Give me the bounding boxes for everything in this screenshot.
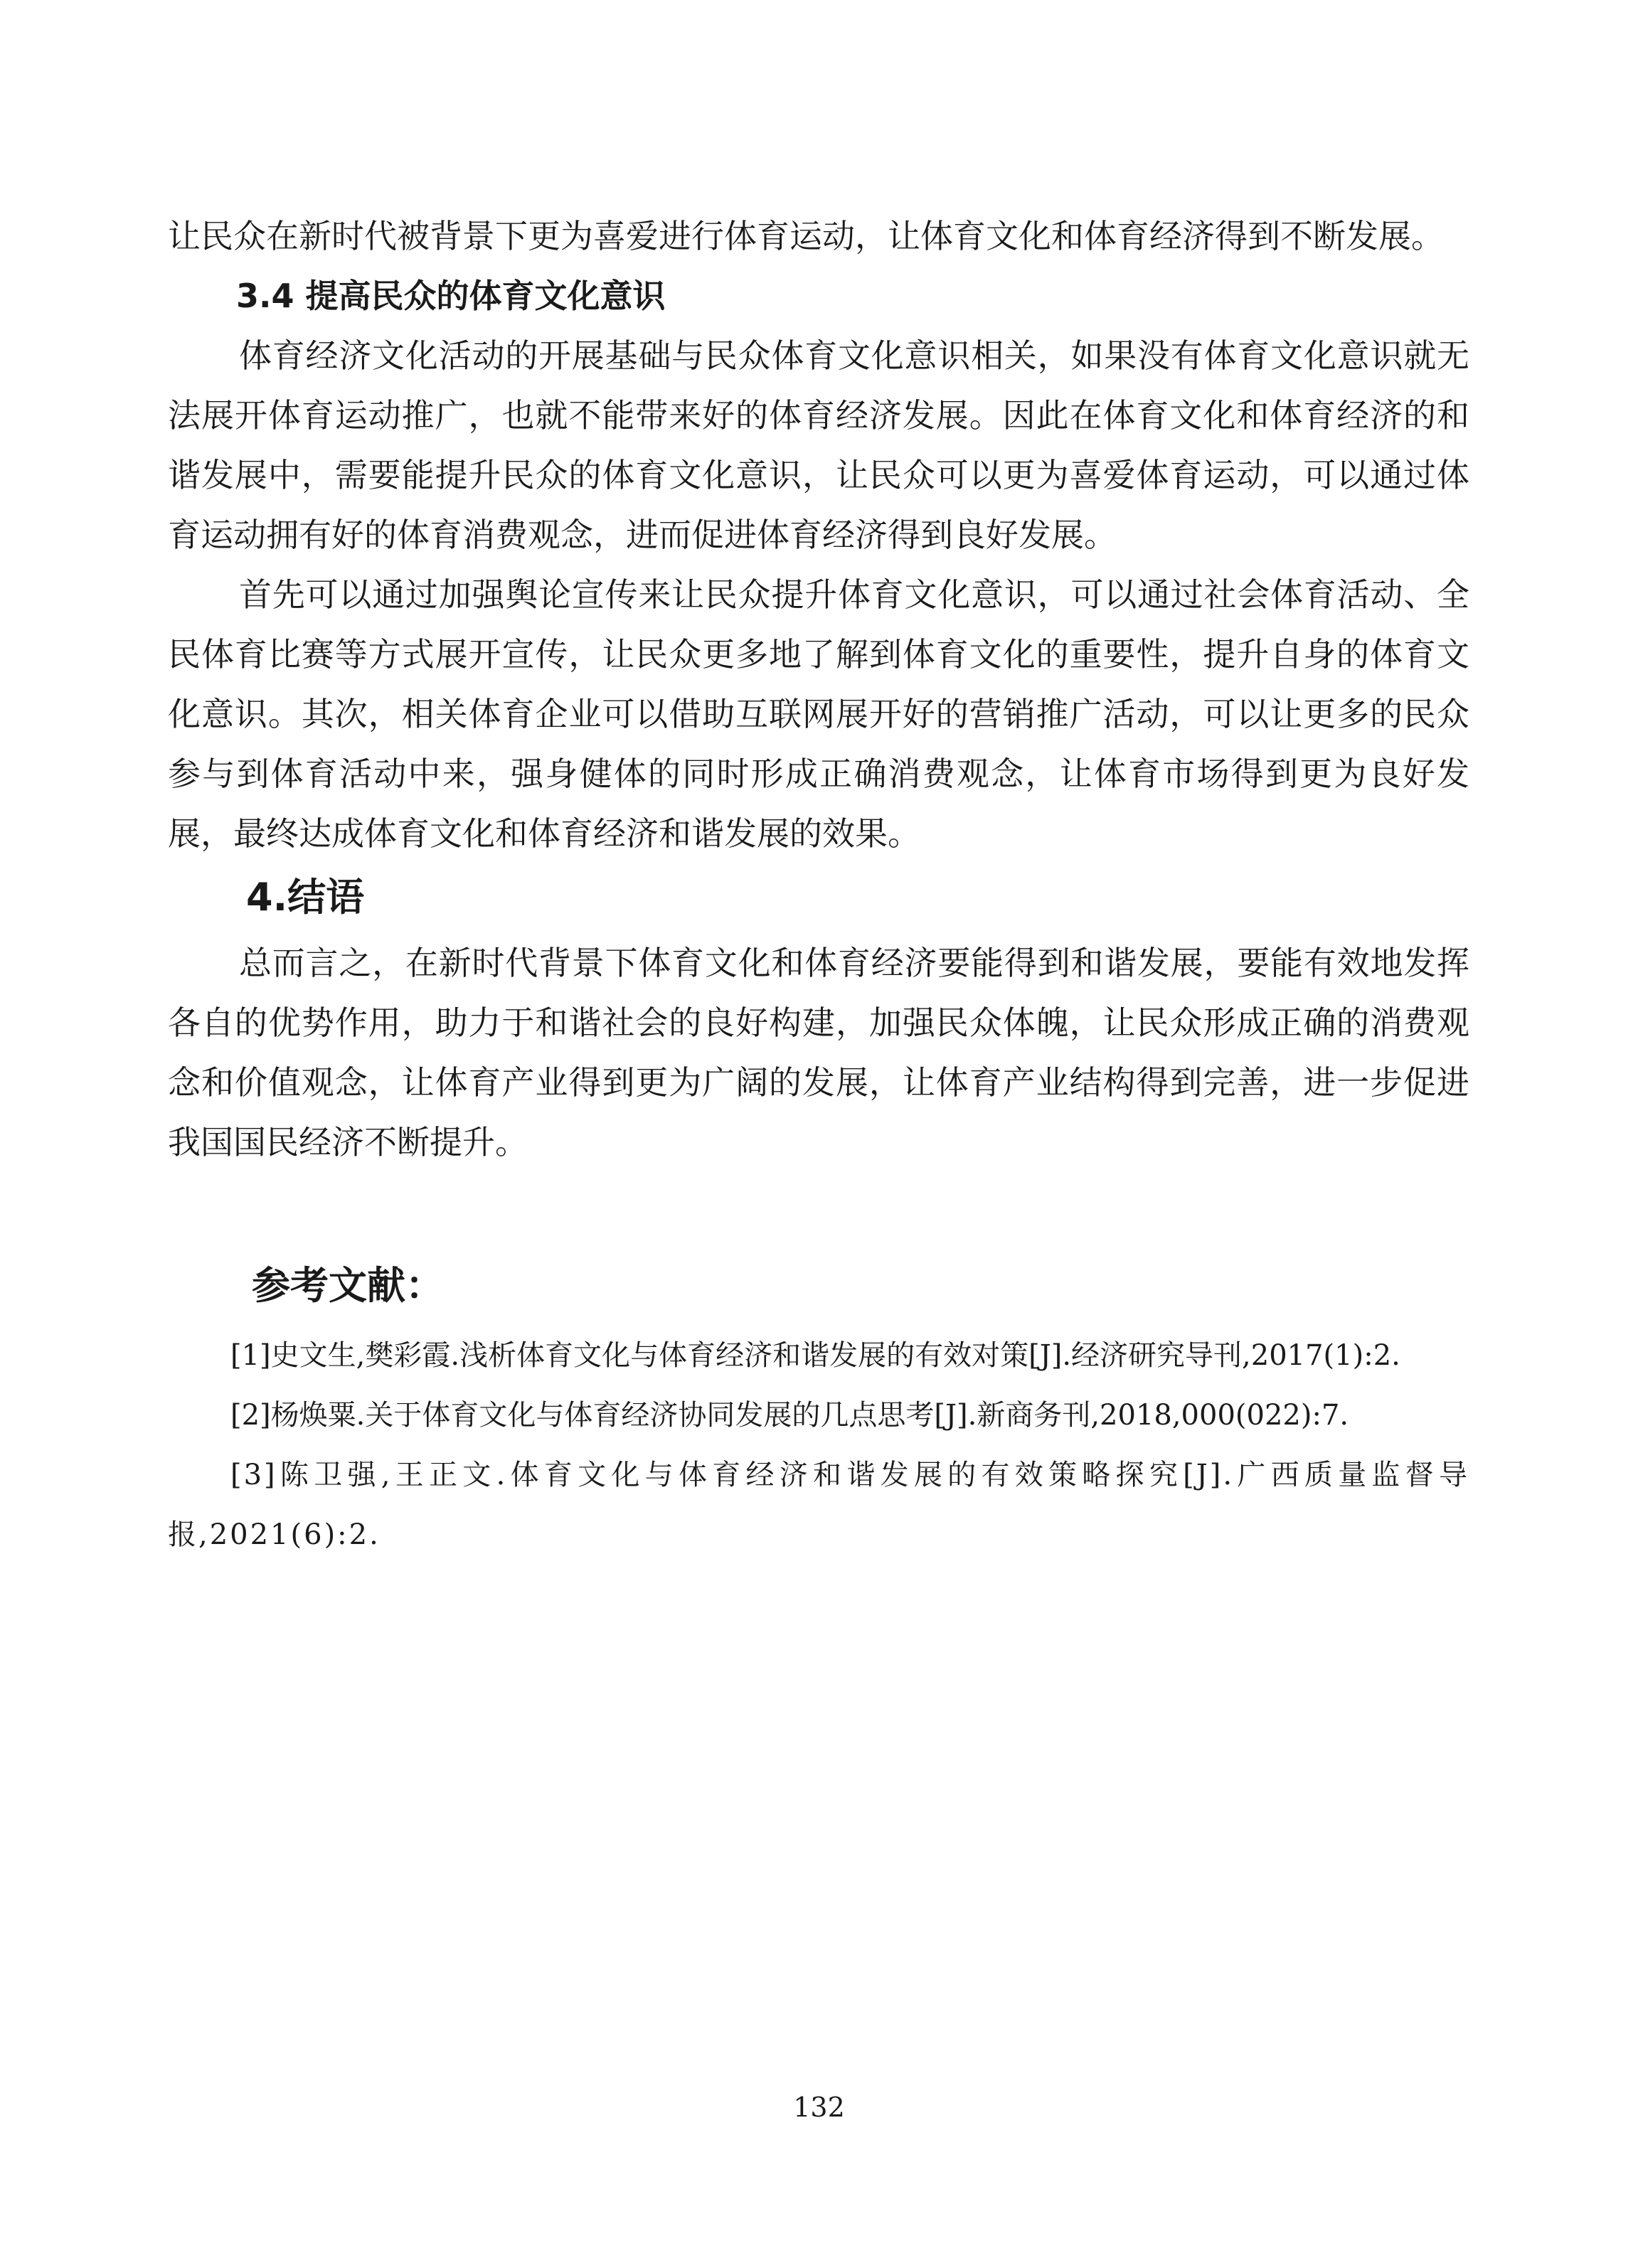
intro-paragraph: 让民众在新时代被背景下更为喜爱进行体育运动，让体育文化和体育经济得到不断发展。 — [168, 217, 1444, 255]
reference-item-2: [2]杨焕粟.关于体育文化与体育经济协同发展的几点思考[J].新商务刊,2018,000(022):7. — [230, 1399, 1349, 1432]
page-content — [168, 206, 1469, 1565]
section-3-4-paragraph-1: 体育经济文化活动的开展基础与民众体育文化意识相关，如果没有体育文化意识就无法展开体育运动推广，也就不能带来好的体育经济发展。因此在体育文化和体育经济的和谐发展中，需要能提升民众的体育文化意识，让民众可以更为喜爱体育运动，可以通过体育运动拥有好的体育消费观念，进而促进体育经济得到良好发展。 — [168, 336, 1469, 554]
conclusion-paragraph: 总而言之，在新时代背景下体育文化和体育经济要能得到和谐发展，要能有效地发挥各自的优势作用，助力于和谐社会的良好构建，加强民众体魄，让民众形成正确的消费观念和价值观念，让体育产业得到更为广阔的发展，让体育产业结构得到完善，进一步促进我国国民经济不断提升。 — [168, 944, 1469, 1161]
conclusion-heading: 4.结语 — [246, 875, 365, 920]
reference-item-1: [1]史文生,樊彩霞.浅析体育文化与体育经济和谐发展的有效对策[J].经济研究导刊,2017(1):2. — [230, 1339, 1400, 1372]
reference-item-3: [3]陈卫强,王正文.体育文化与体育经济和谐发展的有效策略探究[J].广西质量监督导报,2021(6):2. — [168, 1459, 1469, 1551]
section-3-4-heading: 3.4 提高民众的体育文化意识 — [236, 277, 666, 315]
references-heading: 参考文献： — [252, 1263, 444, 1308]
section-3-4-paragraph-2: 首先可以通过加强舆论宣传来让民众提升体育文化意识，可以通过社会体育活动、全民体育比赛等方式展开宣传，让民众更多地了解到体育文化的重要性，提升自身的体育文化意识。其次，相关体育企业可以借助互联网展开好的营销推广活动，可以让更多的民众参与到体育活动中来，强身健体的同时形成正确消费观念，让体育市场得到更为良好发展，最终达成体育文化和体育经济和谐发展的效果。 — [168, 575, 1469, 853]
page-number: 132 — [793, 2092, 845, 2123]
